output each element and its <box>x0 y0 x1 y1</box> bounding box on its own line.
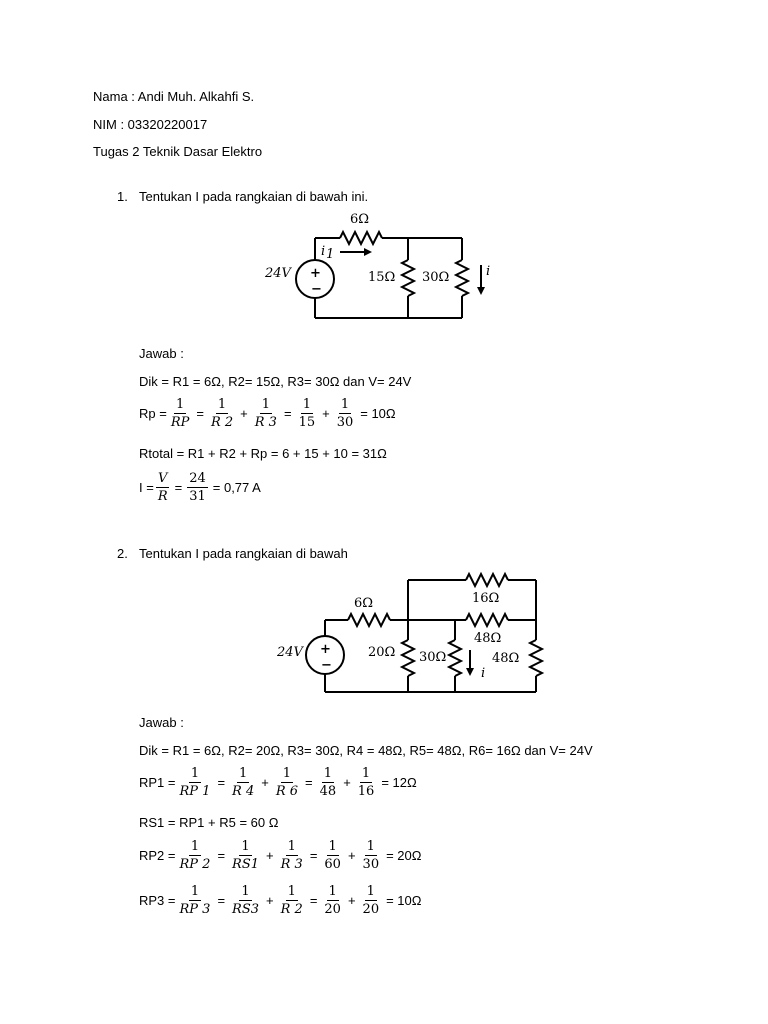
q2-rp3-equation: RP3 = $\frac{1}{RP 3}$ = $\frac{1}{RS3}$ + $\frac{1}{R 2}$ = $\frac{1}{20}$ + $\frac{1}{20}$ = 10Ω <box>139 884 422 917</box>
q2-rp3-result: = 10Ω <box>386 893 422 908</box>
q1-i-result: = 0,77 A <box>212 480 261 495</box>
q2-rp2-frac-4: $\frac{1}{60}$ <box>324 839 341 872</box>
q2-resistor-6 <box>348 614 390 626</box>
q1-rp-equation: Rp = $\frac{1}{RP}$ = $\frac{1}{R 2}$ + $\frac{1}{R 3}$ = $\frac{1}{15}$ + $\frac{1}{30}$ = 10Ω <box>139 397 396 430</box>
q2-rp3-frac-4: $\frac{1}{20}$ <box>324 884 341 917</box>
q2-rp1-frac-5: $\frac{1}{16}$ <box>357 766 375 799</box>
q2-rp1-frac-4: $\frac{1}{48}$ <box>319 766 337 799</box>
q1-text: Tentukan I pada rangkaian di bawah ini. <box>139 189 369 204</box>
q2-rp1-frac-3: $\frac{1}{R 6}$ <box>275 766 299 799</box>
assignment-title: Tugas 2 Teknik Dasar Elektro <box>93 144 263 159</box>
q1-dik: Dik = R1 = 6Ω, R2= 15Ω, R3= 30Ω dan V= 24V <box>139 374 412 389</box>
q1-circuit <box>260 205 500 325</box>
q1-i-frac-2: $\frac{24}{31}$ <box>189 471 206 504</box>
q1-r3-label: 30Ω <box>422 270 450 285</box>
q2-i-arrow <box>466 668 474 676</box>
q1-i-arrow <box>477 287 485 295</box>
q2-rp1-result: = 12Ω <box>381 775 417 790</box>
q2-plus-sign: + <box>320 642 331 657</box>
q1-resistor-30 <box>456 260 468 296</box>
q2-resistor-30 <box>449 640 461 676</box>
q1-i1-label: i <box>321 244 326 259</box>
q2-rp2-equation: RP2 = $\frac{1}{RP 2}$ = $\frac{1}{RS1}$ + $\frac{1}{R 3}$ = $\frac{1}{60}$ + $\frac{1}{30}$ = 20Ω <box>139 839 422 872</box>
q2-r1-label: 6Ω <box>354 596 374 611</box>
q1-i-frac-1: $\frac{V}{R}$ <box>157 471 168 504</box>
q1-number: 1. <box>117 189 128 204</box>
q2-rp1-frac-2: $\frac{1}{R 4}$ <box>232 766 255 799</box>
q2-r6-label: 16Ω <box>472 591 500 606</box>
q1-i-label: i <box>486 264 491 279</box>
q2-rp2-frac-2: $\frac{1}{RS1}$ <box>232 839 260 872</box>
q1-rp-result: = 10Ω <box>360 406 396 421</box>
q1-i-lhs: I = <box>139 480 154 495</box>
q1-i-equation: I = $\frac{V}{R}$ = $\frac{24}{31}$ = 0,77 A <box>139 471 261 504</box>
q1-minus-sign: − <box>311 282 322 297</box>
q1-rp-frac-3: $\frac{1}{R 3}$ <box>254 397 277 430</box>
q2-resistor-48-horizontal <box>466 614 508 626</box>
q2-circuit <box>270 566 560 701</box>
q2-rs1: RS1 = RP1 + R5 = 60 Ω <box>139 815 279 830</box>
q2-rp1-lhs: RP1 = <box>139 775 176 790</box>
q1-resistor-15 <box>402 260 414 296</box>
q2-rp1-frac-1: $\frac{1}{RP 1}$ <box>179 766 211 799</box>
q2-rp2-frac-3: $\frac{1}{R 3}$ <box>280 839 303 872</box>
q1-i1-arrow <box>364 248 372 256</box>
q2-rp3-frac-2: $\frac{1}{RS3}$ <box>232 884 260 917</box>
q1-rp-lhs: Rp = <box>139 406 167 421</box>
q1-rp-frac-5: $\frac{1}{30}$ <box>336 397 354 430</box>
q2-r2-label: 20Ω <box>368 645 396 660</box>
q1-rp-frac-1: $\frac{1}{RP}$ <box>170 397 190 430</box>
q2-text: Tentukan I pada rangkaian di bawah <box>139 546 348 561</box>
q2-minus-sign: − <box>321 658 332 673</box>
q1-i1-subscript: 1 <box>326 247 335 262</box>
q1-rp-frac-2: $\frac{1}{R 2}$ <box>210 397 234 430</box>
q2-dik: Dik = R1 = 6Ω, R2= 20Ω, R3= 30Ω, R4 = 48Ω, R5= 48Ω, R6= 16Ω dan V= 24V <box>139 743 593 758</box>
q2-rp1-equation: RP1 = $\frac{1}{RP 1}$ = $\frac{1}{R 4}$ + $\frac{1}{R 6}$ = $\frac{1}{48}$ + $\frac{1}{16}$ = 12Ω <box>139 766 417 799</box>
q2-jawab: Jawab : <box>139 715 184 730</box>
q2-i-label: i <box>481 666 486 681</box>
q2-rp2-frac-1: $\frac{1}{RP 2}$ <box>179 839 211 872</box>
q1-r1-label: 6Ω <box>350 212 370 227</box>
q1-resistor-6 <box>340 232 382 244</box>
q1-source-label: 24V <box>265 266 291 281</box>
student-nim: NIM : 03320220017 <box>93 117 208 132</box>
q2-number: 2. <box>117 546 128 561</box>
q2-source-label: 24V <box>277 645 303 660</box>
q2-rp3-lhs: RP3 = <box>139 893 176 908</box>
q2-r5-label: 48Ω <box>492 651 520 666</box>
student-name: Nama : Andi Muh. Alkahfi S. <box>93 89 255 104</box>
q2-rp2-lhs: RP2 = <box>139 848 176 863</box>
q2-rp2-result: = 20Ω <box>386 848 422 863</box>
q1-jawab: Jawab : <box>139 346 184 361</box>
q2-rp3-frac-3: $\frac{1}{R 2}$ <box>280 884 303 917</box>
q2-r4-label: 48Ω <box>474 631 502 646</box>
q2-r3-label: 30Ω <box>419 650 447 665</box>
q2-rp3-frac-5: $\frac{1}{20}$ <box>362 884 380 917</box>
q1-r2-label: 15Ω <box>368 270 396 285</box>
q2-rp2-frac-5: $\frac{1}{30}$ <box>362 839 380 872</box>
q2-resistor-16 <box>466 574 508 586</box>
q2-rp3-frac-1: $\frac{1}{RP 3}$ <box>179 884 211 917</box>
q1-plus-sign: + <box>310 266 321 281</box>
q2-resistor-20 <box>402 640 414 676</box>
q2-resistor-48-vertical <box>530 640 542 676</box>
q1-rtotal: Rtotal = R1 + R2 + Rp = 6 + 15 + 10 = 31Ω <box>139 446 387 461</box>
q1-rp-frac-4: $\frac{1}{15}$ <box>298 397 316 430</box>
